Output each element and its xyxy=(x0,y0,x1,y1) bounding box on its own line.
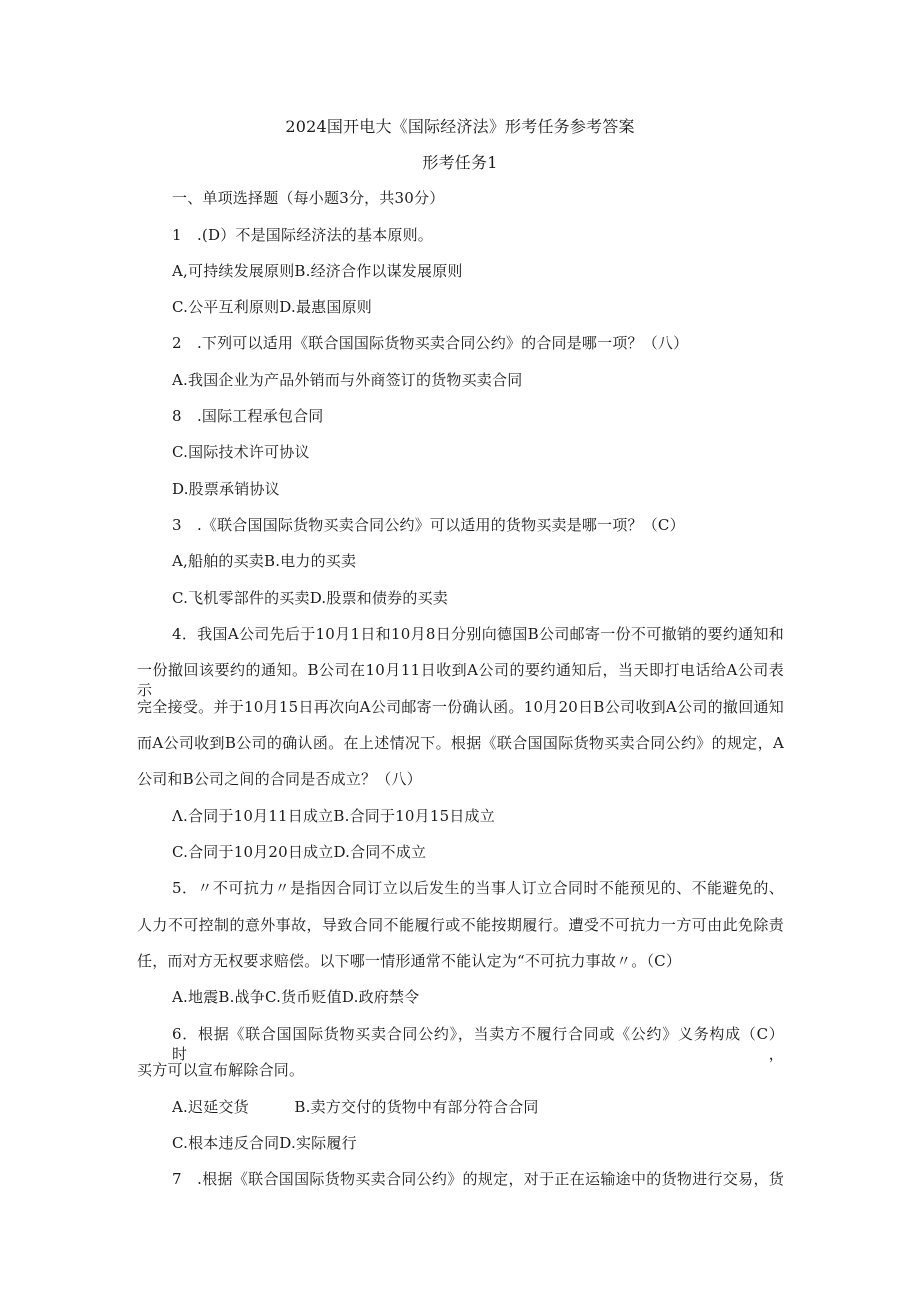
option-line: D.股票承销协议 xyxy=(172,480,280,498)
option-line: A.我国企业为产品外销而与外商签订的货物买卖合同 xyxy=(172,371,523,389)
question-4-line: 4．我国A公司先后于10月1日和10月8日分别向德国B公司邮寄一份不可撤销的要约通知和 xyxy=(172,625,784,643)
section-heading: 一、单项选择题（每小题3分，共30分） xyxy=(172,189,445,207)
option-line: C.飞机零部件的买卖D.股票和债券的买卖 xyxy=(172,589,448,607)
question-7-line: 7 .根据《联合国国际货物买卖合同公约》的规定，对于正在运输途中的货物进行交易，货 xyxy=(172,1170,784,1188)
option-line: A,可持续发展原则B.经济合作以谋发展原则 xyxy=(172,262,463,280)
option-line: A.迟延交货 B.卖方交付的货物中有部分符合合同 xyxy=(172,1098,539,1116)
option-line: A,船舶的买卖B.电力的买卖 xyxy=(172,552,357,570)
option-line: C.公平互利原则D.最惠国原则 xyxy=(172,298,372,316)
question-6-line: 买方可以宣布解除合同。 xyxy=(137,1061,305,1079)
question-5-line: 人力不可控制的意外事故，导致合同不能履行或不能按期履行。遭受不可抗力一方可由此免除责 xyxy=(137,916,784,934)
question-5-line: 任，而对方无权要求赔偿。以下哪一情形通常不能认定为“不可抗力事故〃。（C） xyxy=(137,952,682,970)
document-subtitle: 形考任务1 xyxy=(422,153,498,172)
question-6-line: 6．根据《联合国国际货物买卖合同公约》，当卖方不履行合同或《公约》义务构成（C）时， xyxy=(172,1025,784,1063)
option-line: C.根本违反合同D.实际履行 xyxy=(172,1134,357,1152)
option-line: C.国际技术许可协议 xyxy=(172,443,310,461)
option-line: C.合同于10月20日成立D.合同不成立 xyxy=(172,843,427,861)
question-4-line: 完全接受。并于10月15日再次向A公司邮寄一份确认函。10月20日B公司收到A公司的撤回通知 xyxy=(137,698,784,716)
document-title: 2024国开电大《国际经济法》形考任务参考答案 xyxy=(285,117,635,136)
question-4-line: 公司和B公司之间的合同是否成立？（八） xyxy=(137,770,422,788)
question-5-line: 5．〃不可抗力〃是指因合同订立以后发生的当事人订立合同时不能预见的、不能避免的、 xyxy=(172,879,784,897)
question-3: 3 .《联合国国际货物买卖合同公约》可以适用的货物买卖是哪一项？（C） xyxy=(172,516,685,534)
option-line: A.地震B.战争C.货币贬值D.政府禁令 xyxy=(172,988,420,1006)
question-2: 2 .下列可以适用《联合国国际货物买卖合同公约》的合同是哪一项？（八） xyxy=(172,334,689,352)
option-line: Λ.合同于10月11日成立B.合同于10月15日成立 xyxy=(172,807,495,825)
option-line: 8 .国际工程承包合同 xyxy=(172,407,324,425)
question-1: 1 .(D）不是国际经济法的基本原则。 xyxy=(172,226,433,244)
question-4-line: 而A公司收到B公司的确认函。在上述情况下。根据《联合国国际货物买卖合同公约》的规定，A xyxy=(137,734,784,752)
question-4-line: 一份撤回该要约的通知。B公司在10月11日收到A公司的要约通知后，当天即打电话给A公司表示 xyxy=(137,661,784,699)
